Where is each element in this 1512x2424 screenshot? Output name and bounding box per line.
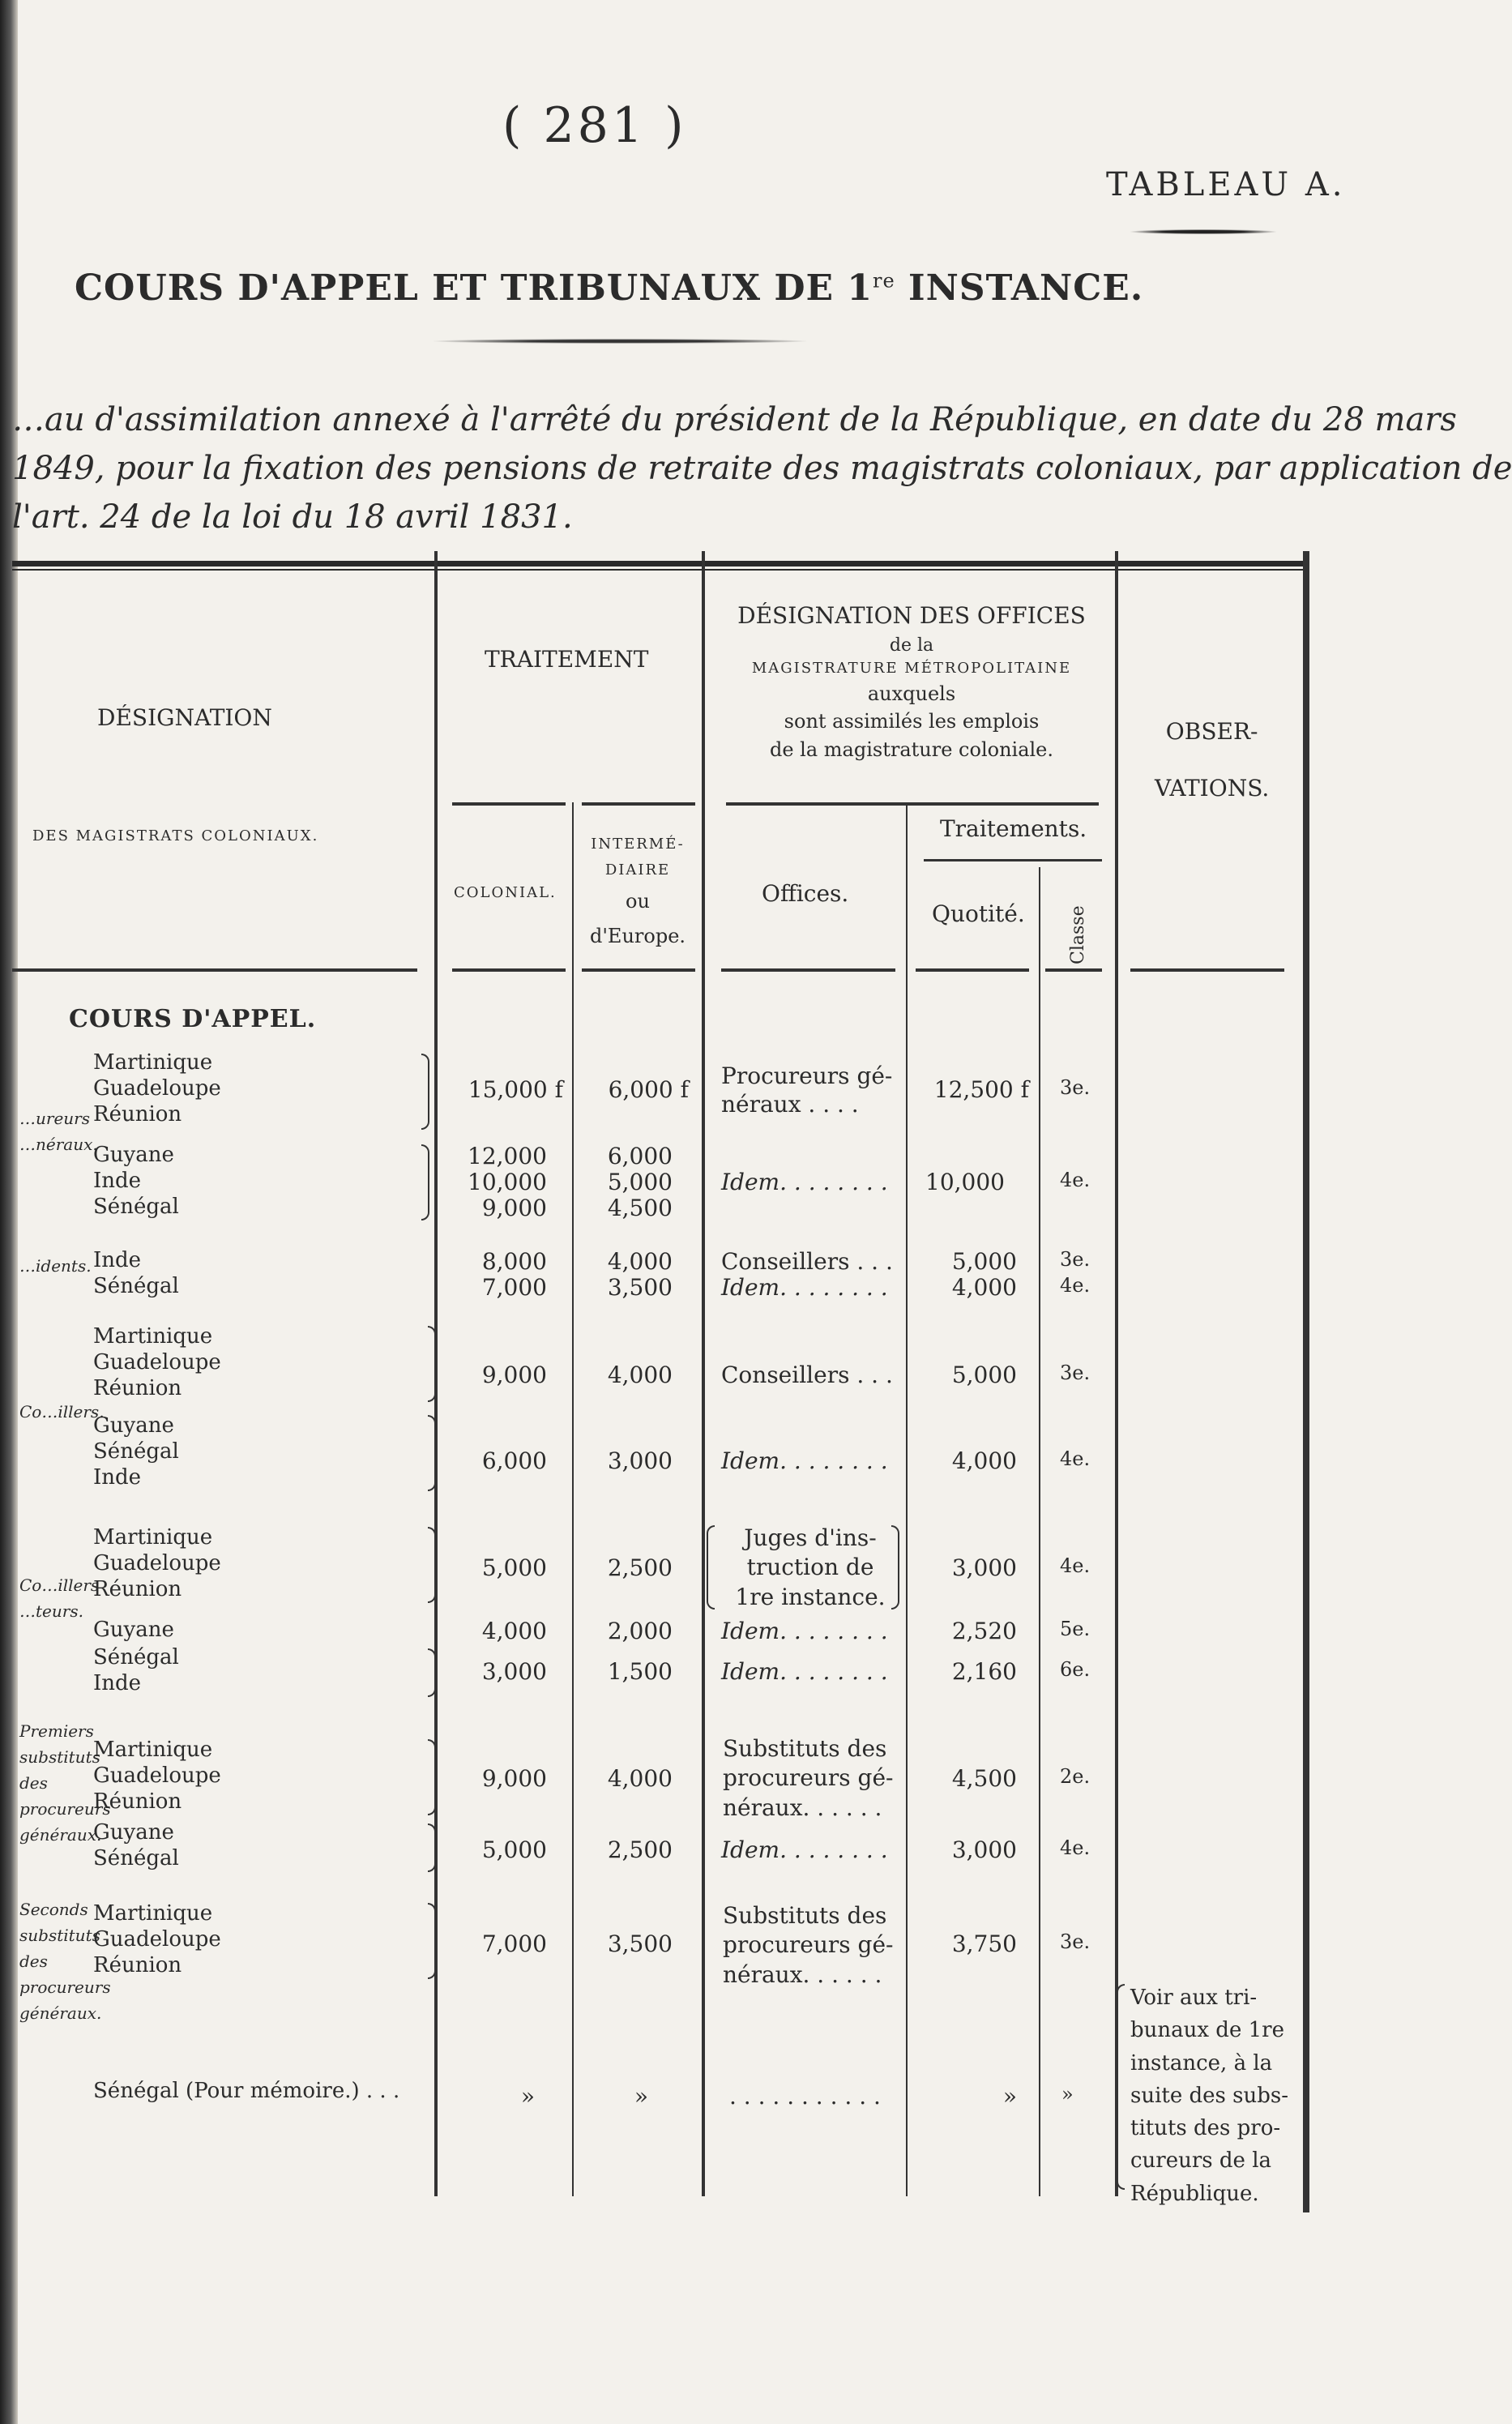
row-brace: [428, 1527, 436, 1603]
intermediaire-value: 4,000: [607, 1765, 673, 1792]
tableau-label: TABLEAU A.: [1106, 166, 1346, 203]
colonial-value: 10,000: [468, 1169, 547, 1195]
intermediaire-value: 3,000: [607, 1447, 673, 1474]
classe-value: 2e.: [1060, 1765, 1091, 1788]
place: Guyane: [93, 1413, 174, 1438]
place: Martinique: [93, 1525, 213, 1550]
header-classe: Classe: [1068, 905, 1088, 964]
quotite-value: 3,000: [951, 1554, 1017, 1581]
header-bottom-rule: [1045, 968, 1102, 972]
observation-brace: [1117, 1984, 1125, 2190]
place: Inde: [93, 1248, 142, 1272]
header-rule: [582, 802, 695, 806]
header-designation: DÉSIGNATION: [97, 704, 272, 731]
group-label: Seconds substituts des procureurs généraux.: [19, 1900, 111, 2023]
quotite-value: 3,750: [951, 1930, 1017, 1957]
colonial-value: 8,000: [481, 1248, 547, 1275]
book-binding-shadow: [0, 0, 18, 2424]
place: Réunion: [93, 1953, 182, 1977]
colonial-value: 9,000: [481, 1195, 547, 1221]
classe-value: 6e.: [1060, 1658, 1091, 1681]
colonial-value: 4,000: [481, 1618, 547, 1644]
place: Réunion: [93, 1577, 182, 1601]
header-bottom-rule: [582, 968, 695, 972]
intermediaire-value: 2,500: [607, 1554, 673, 1581]
classe-value: 4e.: [1060, 1836, 1091, 1859]
office-text: Idem. . . . . . . .: [721, 1169, 888, 1195]
quotite-value: 2,160: [951, 1658, 1017, 1685]
intermediaire-value: »: [634, 2083, 648, 2110]
header-intermediaire: INTERMÉ- DIAIRE ou d'Europe.: [589, 836, 686, 947]
place: Réunion: [93, 1102, 182, 1126]
quotite-value: 4,000: [951, 1274, 1017, 1301]
quotite-value: 10,000: [925, 1169, 1005, 1195]
column-divider: [1115, 551, 1118, 2196]
intermediaire-value: 3,500: [607, 1930, 673, 1957]
column-divider: [702, 551, 705, 2196]
intermediaire-value: 1,500: [607, 1658, 673, 1685]
place: Guyane: [93, 1618, 174, 1642]
place: Guadeloupe: [93, 1350, 221, 1374]
office-text: Substituts des procureurs gé- néraux. . . . . .: [723, 1735, 894, 1821]
place: Guadeloupe: [93, 1551, 221, 1575]
intermediaire-value: 3,500: [607, 1274, 673, 1301]
header-bottom-rule: [452, 968, 566, 972]
office-text: Substituts des procureurs gé- néraux. . . . . .: [723, 1902, 894, 1988]
header-offices: Offices.: [762, 880, 849, 907]
group-label: …ureurs …néraux.: [19, 1109, 98, 1154]
place: Guadeloupe: [93, 1763, 221, 1788]
table-top-rule: [12, 561, 1309, 566]
intermediaire-value: 4,000: [607, 1362, 673, 1388]
colonial-value: 6,000: [481, 1447, 547, 1474]
classe-value: 5e.: [1060, 1618, 1091, 1640]
row-brace: [428, 1415, 436, 1491]
office-text: Conseillers . . .: [721, 1362, 893, 1388]
place: Sénégal: [93, 1645, 179, 1669]
header-bottom-rule: [721, 968, 895, 972]
intermediaire-value: 4,500: [607, 1195, 673, 1221]
page-title: COURS D'APPEL ET TRIBUNAUX DE 1re INSTANCE.: [75, 267, 1144, 309]
header-rule: [452, 802, 566, 806]
place: Sénégal: [93, 1439, 179, 1464]
quotite-value: 5,000: [951, 1248, 1017, 1275]
header-bottom-rule: [1130, 968, 1284, 972]
place: Inde: [93, 1169, 142, 1193]
intermediaire-value: 5,000: [607, 1169, 673, 1195]
intermediaire-value: 2,000: [607, 1618, 673, 1644]
colonial-value: 15,000 f: [468, 1076, 563, 1103]
classe-value: 3e.: [1060, 1076, 1091, 1099]
place: Sénégal: [93, 1846, 179, 1870]
place: Inde: [93, 1671, 142, 1695]
header-quotite: Quotité.: [932, 900, 1025, 927]
office-text: Idem. . . . . . . .: [721, 1447, 888, 1474]
table-top-rule-thin: [12, 569, 1309, 571]
group-label: …idents.: [19, 1256, 92, 1276]
quotite-value: 12,500 f: [933, 1076, 1029, 1103]
row-brace: [428, 1326, 436, 1402]
quotite-value: »: [1002, 2083, 1017, 2110]
office-text: Idem. . . . . . . .: [721, 1836, 888, 1863]
classe-value: 3e.: [1060, 1362, 1091, 1384]
header-designation-sub: DES MAGISTRATS COLONIAUX.: [32, 827, 319, 844]
row-brace: [428, 1823, 436, 1872]
colonial-value: 3,000: [481, 1658, 547, 1685]
group-label: Premiers substituts des procureurs généraux.: [19, 1721, 111, 1845]
office-text: Juges d'ins- truction de 1re instance.: [735, 1524, 886, 1610]
intermediaire-value: 6,000 f: [608, 1076, 689, 1103]
column-divider: [1303, 551, 1309, 2212]
group-label: Co…illers …teurs.: [19, 1575, 100, 1621]
quotite-value: 3,000: [951, 1836, 1017, 1863]
header-bottom-rule: [916, 968, 1029, 972]
group-label: Co…illers.: [19, 1402, 105, 1421]
header-rule: [924, 859, 1102, 861]
column-divider-thin: [906, 802, 908, 2196]
row-brace: [428, 1648, 436, 1697]
colonial-value: 5,000: [481, 1554, 547, 1581]
header-observations: OBSER- VATIONS.: [1155, 718, 1270, 802]
place: Martinique: [93, 1324, 213, 1349]
row-brace: [428, 1903, 436, 1979]
classe-value: »: [1061, 2083, 1074, 2106]
colonial-value: 12,000: [468, 1143, 547, 1169]
intro-line: 1849, pour la fixation des pensions de retraite des magistrats coloniaux, par application de: [12, 450, 1512, 487]
intro-line: …au d'assimilation annexé à l'arrêté du président de la République, en date du 28 mars: [12, 401, 1457, 438]
place: Inde: [93, 1465, 142, 1490]
header-designation-offices: DÉSIGNATION DES OFFICES de la MAGISTRATURE MÉTROPOLITAINE auxquels sont assimilés les emplois de la magistrature coloniale.: [737, 602, 1086, 762]
header-colonial: COLONIAL.: [454, 884, 557, 901]
row-brace: [428, 1739, 436, 1815]
classe-value: 3e.: [1060, 1930, 1091, 1953]
classe-value: 4e.: [1060, 1169, 1091, 1191]
quotite-value: 4,500: [951, 1765, 1017, 1792]
place: Martinique: [93, 1050, 213, 1075]
place: Guadeloupe: [93, 1076, 221, 1101]
ornament-rule: [1130, 229, 1276, 234]
title-rule: [434, 339, 806, 344]
office-brace: [891, 1525, 899, 1610]
place: Guyane: [93, 1143, 174, 1167]
row-brace: [421, 1144, 429, 1221]
column-divider-thin: [572, 802, 574, 2196]
header-traitements: Traitements.: [940, 815, 1087, 842]
colonial-value: 9,000: [481, 1362, 547, 1388]
office-text: Conseillers . . .: [721, 1248, 893, 1275]
colonial-value: 5,000: [481, 1836, 547, 1863]
place: Sénégal: [93, 1274, 179, 1298]
classe-value: 3e.: [1060, 1248, 1091, 1271]
place: Guadeloupe: [93, 1927, 221, 1952]
place: Réunion: [93, 1789, 182, 1814]
colonial-value: »: [520, 2083, 535, 2110]
quotite-value: 4,000: [951, 1447, 1017, 1474]
office-brace: [707, 1525, 715, 1610]
section-title: COURS D'APPEL.: [69, 1005, 317, 1033]
intermediaire-value: 4,000: [607, 1248, 673, 1275]
intermediaire-value: 6,000: [607, 1143, 673, 1169]
classe-value: 4e.: [1060, 1447, 1091, 1470]
header-rule: [726, 802, 1099, 806]
header-traitement: TRAITEMENT: [485, 646, 649, 673]
colonial-value: 7,000: [481, 1274, 547, 1301]
place: Martinique: [93, 1901, 213, 1926]
place: Martinique: [93, 1738, 213, 1762]
place: Réunion: [93, 1376, 182, 1400]
page-folio: ( 281 ): [502, 97, 687, 154]
intermediaire-value: 2,500: [607, 1836, 673, 1863]
office-text: . . . . . . . . . . .: [729, 2083, 881, 2110]
header-bottom-rule: [12, 968, 417, 972]
colonial-value: 9,000: [481, 1765, 547, 1792]
classe-value: 4e.: [1060, 1274, 1091, 1297]
observation-note: Voir aux tri- bunaux de 1re instance, à la suite des subs- tituts des pro- cureurs de la République.: [1130, 1986, 1288, 2206]
column-divider-thin: [1039, 867, 1040, 2196]
office-text: Procureurs gé- néraux . . . .: [721, 1062, 893, 1118]
row-brace: [421, 1054, 429, 1130]
quotite-value: 2,520: [951, 1618, 1017, 1644]
place: Sénégal (Pour mémoire.) . . .: [93, 2079, 400, 2103]
office-text: Idem. . . . . . . .: [721, 1658, 888, 1685]
place: Sénégal: [93, 1195, 179, 1219]
office-text: Idem. . . . . . . .: [721, 1274, 888, 1301]
intro-line: l'art. 24 de la loi du 18 avril 1831.: [12, 498, 573, 536]
classe-value: 4e.: [1060, 1554, 1091, 1577]
place: Guyane: [93, 1820, 174, 1845]
colonial-value: 7,000: [481, 1930, 547, 1957]
quotite-value: 5,000: [951, 1362, 1017, 1388]
office-text: Idem. . . . . . . .: [721, 1618, 888, 1644]
